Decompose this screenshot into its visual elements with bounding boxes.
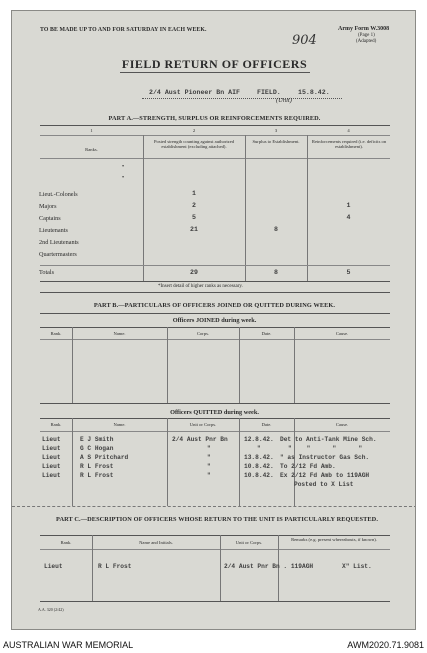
quitted-extra: Posted to X List bbox=[294, 481, 354, 488]
top-note: TO BE MADE UP TO AND FOR SATURDAY IN EACH WEEK. bbox=[40, 27, 207, 33]
part-a-heading: PART A.—STRENGTH, SURPLUS OR REINFORCEMENTS REQUIRED. bbox=[108, 115, 321, 122]
totals-surplus: 8 bbox=[274, 269, 278, 276]
posted-value: 2 bbox=[192, 202, 196, 209]
quitted-title: Officers QUITTED during week. bbox=[170, 409, 259, 416]
part-c-unit: 2/4 Aust Pnr Bn . 119AGH bbox=[224, 563, 314, 570]
quitted-name: R L Frost bbox=[80, 463, 114, 470]
quitted-cause: " " " " bbox=[288, 445, 363, 452]
col-header-ranks: Ranks. bbox=[85, 147, 98, 152]
posted-value: 1 bbox=[192, 190, 196, 197]
col-number-3: 3 bbox=[274, 128, 278, 133]
archive-reference: AWM2020.71.9081 bbox=[347, 640, 424, 650]
col-header-reinf: Reinforcements required (i.e. deficits on establishment). bbox=[311, 139, 387, 149]
posted-value: 21 bbox=[190, 226, 198, 233]
totals-label: Totals bbox=[39, 269, 55, 276]
joined-col-date: Date. bbox=[261, 331, 272, 336]
joined-title: Officers JOINED during week. bbox=[172, 317, 257, 324]
quitted-cause: To 2/12 Fd Amb. bbox=[280, 463, 336, 470]
col-header-posted: Posted strength counting against authorized establishment (excluding attached). bbox=[153, 139, 235, 149]
quitted-rank: Lieut bbox=[42, 472, 61, 479]
joined-col-name: Name. bbox=[113, 331, 126, 336]
quitted-col-rank: Rank. bbox=[50, 422, 62, 427]
rank-row: Captains bbox=[39, 215, 61, 222]
quitted-rank: Lieut bbox=[42, 454, 61, 461]
quitted-col-name: Name. bbox=[113, 422, 126, 427]
unit-caption: (Unit) bbox=[276, 97, 292, 104]
quitted-date: 10.8.42. bbox=[244, 463, 274, 470]
form-number: Army Form W.3008 bbox=[338, 26, 390, 32]
part-c-col-rank: Rank. bbox=[60, 540, 72, 545]
part-c-remarks: X" List. bbox=[342, 563, 372, 570]
rank-row: Lieut.-Colonels bbox=[39, 191, 78, 198]
rank-row: Lieutenants bbox=[39, 227, 68, 234]
quitted-rank: Lieut bbox=[42, 445, 61, 452]
quitted-cause: " as Instructor Gas Sch. bbox=[280, 454, 370, 461]
quitted-rank: Lieut bbox=[42, 436, 61, 443]
totals-posted: 29 bbox=[190, 269, 198, 276]
quitted-unit: " bbox=[207, 472, 211, 479]
part-c-col-remarks: Remarks (e.g. present whereabouts, if known). bbox=[291, 537, 377, 542]
quitted-col-unit: Unit or Corps. bbox=[189, 422, 217, 427]
quitted-unit: " bbox=[207, 463, 211, 470]
quitted-date: " bbox=[257, 445, 261, 452]
rank-row: 2nd Lieutenants bbox=[39, 239, 79, 246]
reinf-value: 1 bbox=[346, 202, 351, 209]
quitted-date: 10.8.42. bbox=[244, 472, 274, 479]
quitted-col-cause: Cause. bbox=[335, 422, 349, 427]
posted-value: 5 bbox=[192, 214, 196, 221]
archive-credit: AUSTRALIAN WAR MEMORIAL bbox=[3, 640, 134, 650]
form-page: (Page 1) bbox=[358, 33, 375, 38]
joined-col-rank: Rank. bbox=[50, 331, 62, 336]
part-c-rank: Lieut bbox=[44, 563, 63, 570]
quitted-name: R L Frost bbox=[80, 472, 114, 479]
quitted-date: 13.8.42. bbox=[244, 454, 274, 461]
form-title: FIELD RETURN OF OFFICERS bbox=[121, 57, 308, 71]
part-c-col-name: Name and Initials. bbox=[139, 540, 173, 545]
quitted-name: E J Smith bbox=[80, 436, 114, 443]
quitted-unit: " bbox=[207, 454, 211, 461]
col-number-2: 2 bbox=[192, 128, 196, 133]
quitted-date: 12.8.42. bbox=[244, 436, 274, 443]
quitted-unit: 2/4 Aust Pnr Bn bbox=[172, 436, 228, 443]
col-number-1: 1 bbox=[90, 128, 93, 133]
totals-reinf: 5 bbox=[346, 269, 351, 276]
form-adapted: (Adapted) bbox=[356, 39, 377, 44]
quitted-name: G C Hogan bbox=[80, 445, 114, 452]
rank-row: Majors bbox=[39, 203, 57, 210]
quitted-unit: " bbox=[207, 445, 211, 452]
field-typed: FIELD. bbox=[257, 89, 281, 96]
date-typed: 15.8.42. bbox=[298, 89, 330, 96]
quitted-rank: Lieut bbox=[42, 463, 61, 470]
printer-note: A.A. 320 (2/42) bbox=[38, 607, 64, 612]
document-page: TO BE MADE UP TO AND FOR SATURDAY IN EACH WEEK. Army Form W.3008 (Page 1) (Adapted) 904 FIELD RETURN OF OFFICERS 2/4 Aust Pioneer Bn AIF FIELD. 15.8.42. (Unit) PART A.—STRENGTH, SURPLUS OR REINFORCEMENTS REQUIRED. 1 2 3 4 Ranks. Posted strength counting against authorized establishment (excluding attached). Surplus to Establishment. Reinforcements required (i.e. deficits on establishment). • • Lieut.-Colonels 1 Majors 2 1 Captains 5 4 Lieutenants 21 8 2nd Lieutenants Quartermasters Totals 29 8 5 *Insert detail of higher ranks as necessary. PART B.—PARTICULARS OF OFFICERS JOINED OR QUITTED DURING WEEK. Officers JOINED during week. Rank. Name. Corps. Date. Cause. Officers QUITTED during week. Rank. Name. Unit or Corps. Date. Cause. Lieut E J Smith 2/4 Aust Pnr Bn 12.8.42. Det to Anti-Tank Mine Sch. Lieut G C Hogan " " " " " " Lieut A S Pritchard " 13.8.42. " as Instructor Gas Sch. Lieut R L Frost " 10.8.42. To 2/12 Fd Amb. Lieut R L Frost " 10.8.42. Ex 2/12 Fd Amb to 119AGH Posted to X List PART C.—DESCRIPTION OF OFFICERS WHOSE RETURN TO THE UNIT IS PARTICULARLY REQUESTED. Rank. Name and Initials. Unit or Corps. Remarks (e.g. present whereabouts, if known). Lieut R L Frost 2/4 Aust Pnr Bn . 119AGH X" List. A.A. 320 (2/42) bbox=[11, 10, 416, 630]
part-c-heading: PART C.—DESCRIPTION OF OFFICERS WHOSE RETURN TO THE UNIT IS PARTICULARLY REQUESTED. bbox=[55, 516, 378, 523]
quitted-col-date: Date. bbox=[261, 422, 272, 427]
part-a-footnote: *Insert detail of higher ranks as necessary. bbox=[158, 284, 243, 289]
surplus-value: 8 bbox=[274, 226, 278, 233]
quitted-cause: Ex 2/12 Fd Amb to 119AGH bbox=[280, 472, 370, 479]
handwritten-number: 904 bbox=[292, 33, 317, 48]
col-header-surplus: Surplus to Establishment. bbox=[252, 139, 300, 144]
rank-row: Quartermasters bbox=[39, 251, 77, 258]
unit-typed: 2/4 Aust Pioneer Bn AIF bbox=[149, 89, 241, 96]
part-b-heading: PART B.—PARTICULARS OF OFFICERS JOINED OR QUITTED DURING WEEK. bbox=[93, 302, 336, 309]
joined-col-cause: Cause. bbox=[335, 331, 349, 336]
joined-col-corps: Corps. bbox=[196, 331, 210, 336]
part-c-col-unit: Unit or Corps. bbox=[235, 540, 263, 545]
quitted-name: A S Pritchard bbox=[80, 454, 129, 461]
reinf-value: 4 bbox=[346, 214, 351, 221]
quitted-cause: Det to Anti-Tank Mine Sch. bbox=[280, 436, 377, 443]
col-number-4: 4 bbox=[347, 128, 350, 133]
part-c-name: R L Frost bbox=[98, 563, 132, 570]
